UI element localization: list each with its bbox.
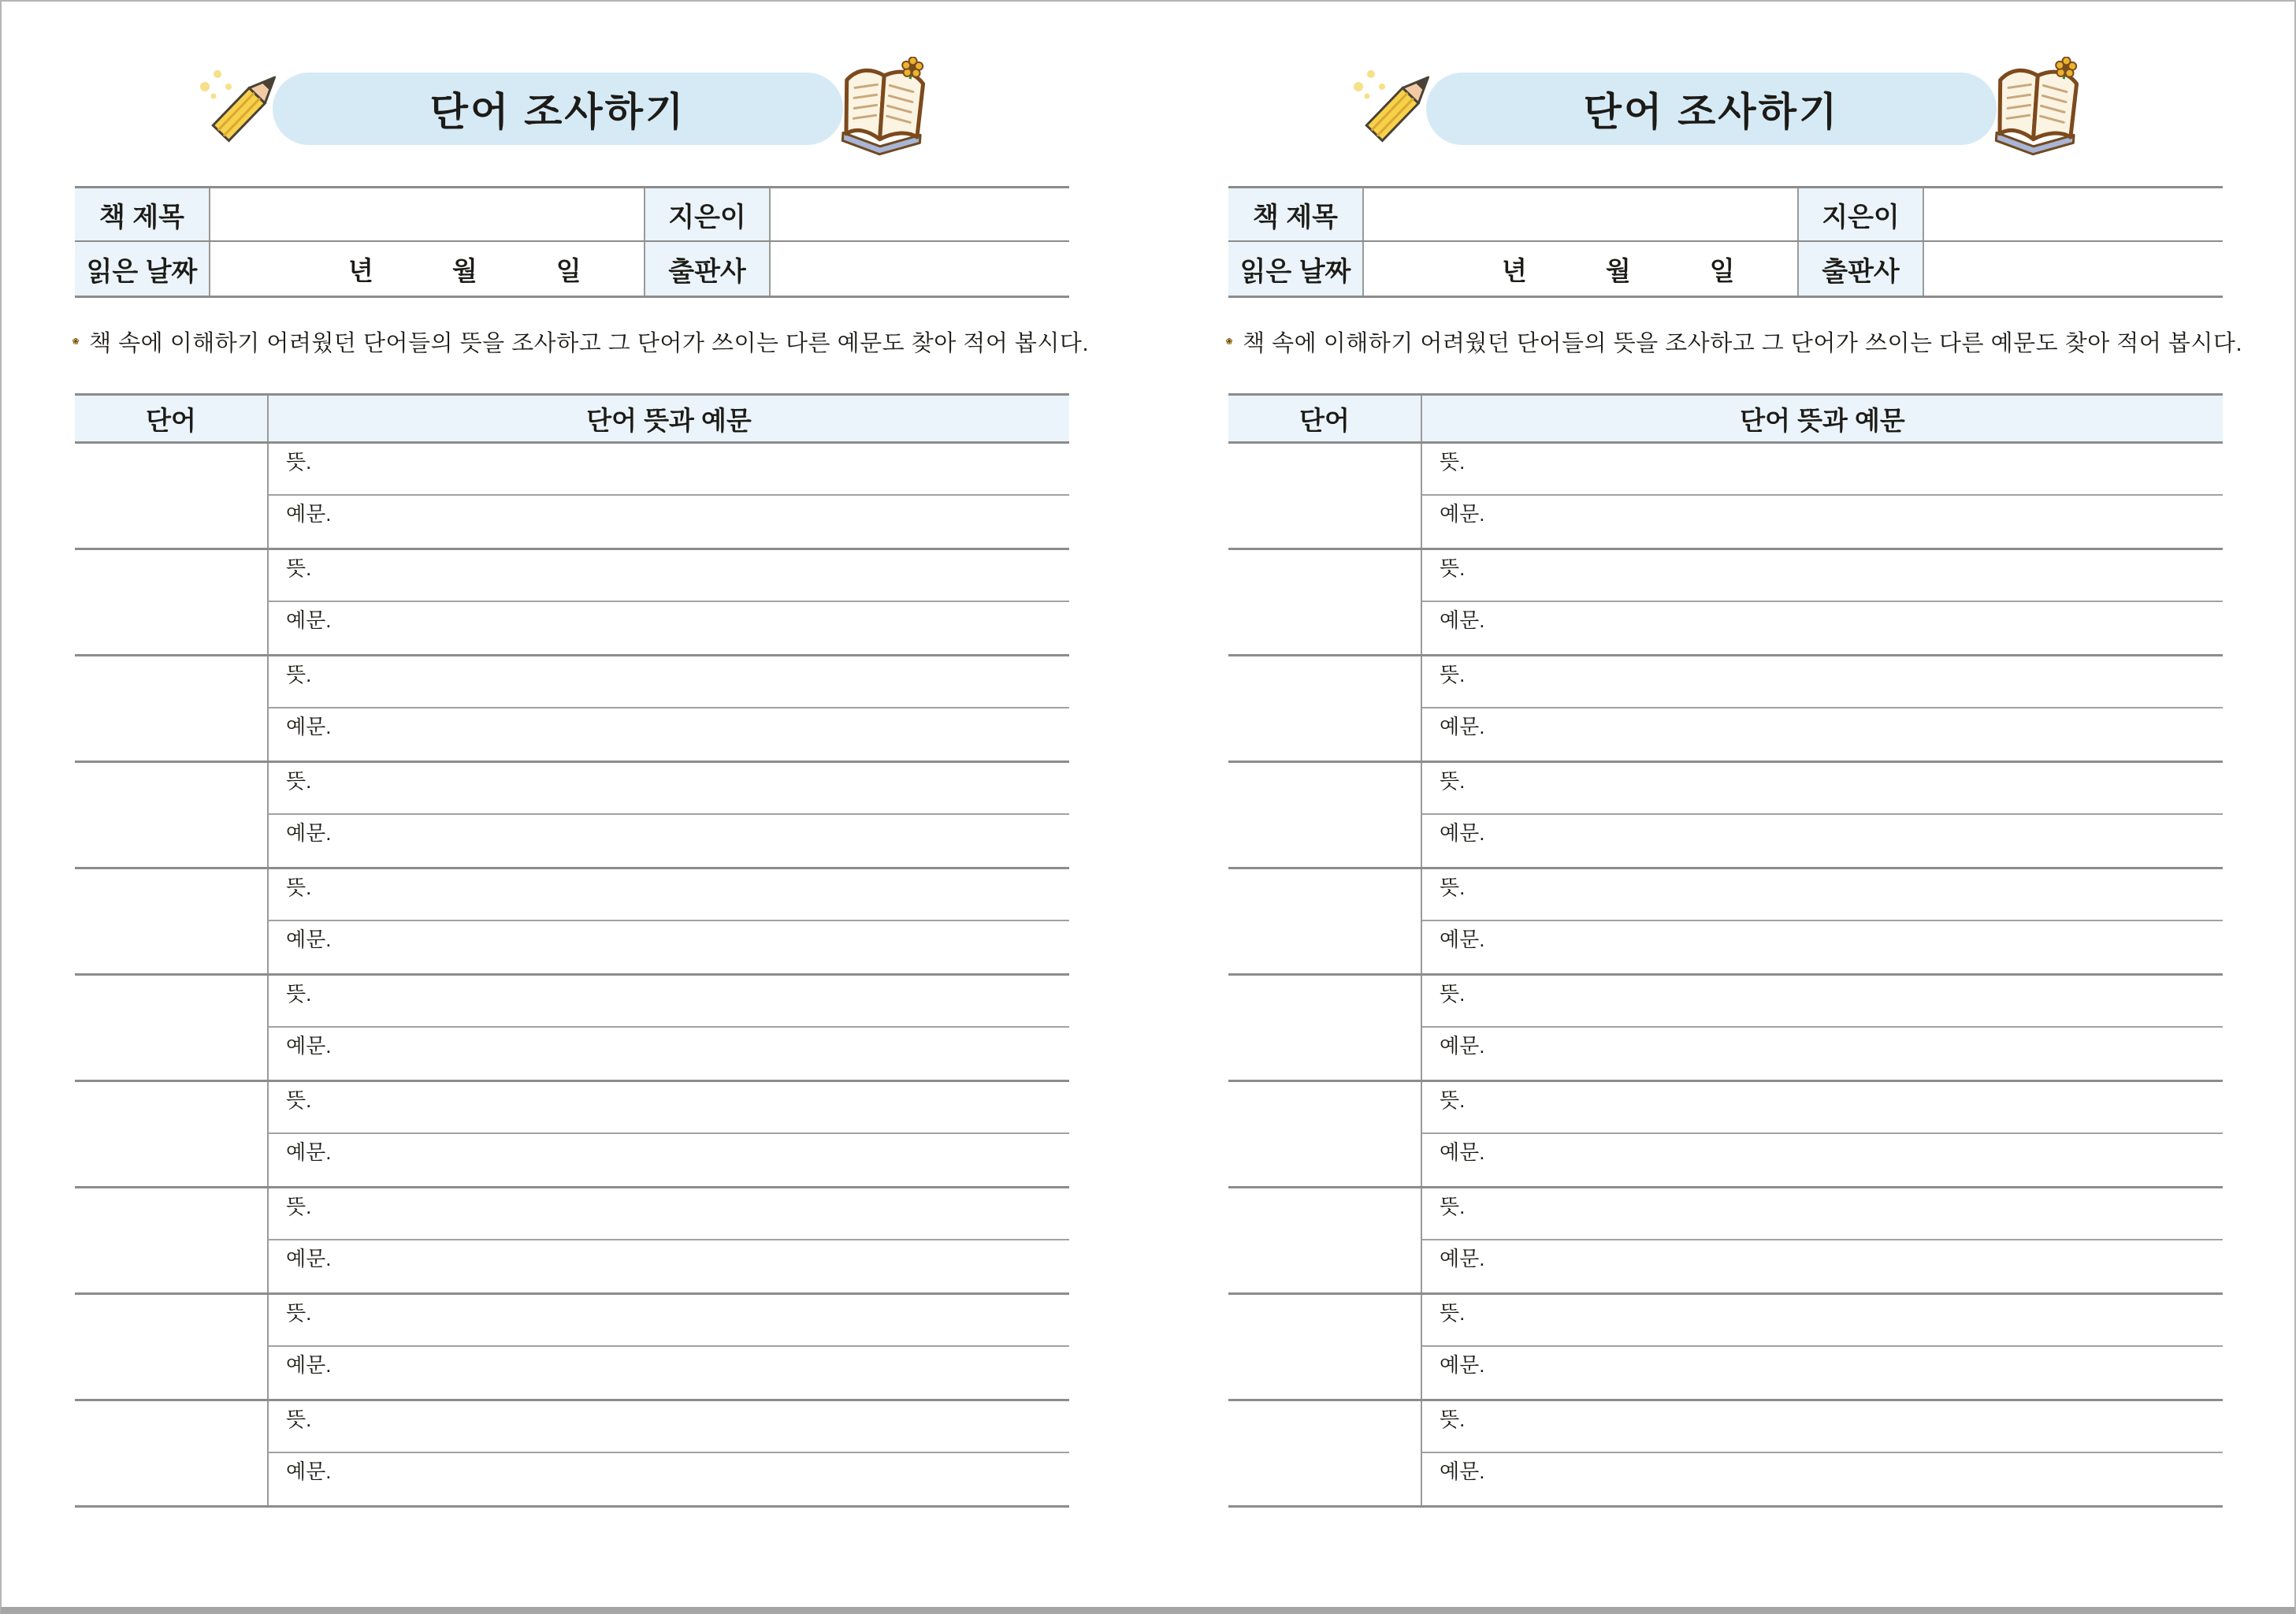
example-cell[interactable]: [1422, 708, 2223, 761]
meaning-label: 뜻.: [1440, 982, 1466, 1006]
word-row: [75, 1401, 1069, 1508]
meaning-cell[interactable]: [269, 1082, 1069, 1134]
meaning-label: 뜻.: [1440, 1195, 1466, 1218]
word-cell[interactable]: [1228, 1401, 1422, 1505]
meaning-label: 뜻.: [286, 1301, 312, 1325]
example-cell[interactable]: [269, 602, 1069, 654]
example-cell[interactable]: [1422, 1453, 2223, 1505]
meaning-cell[interactable]: [1422, 1188, 2223, 1240]
word-table-header: [75, 393, 1069, 444]
word-cell[interactable]: [1228, 550, 1422, 654]
author-label: 지은이: [1799, 188, 1924, 240]
word-cell[interactable]: [75, 444, 269, 548]
example-cell[interactable]: [1422, 602, 2223, 654]
word-cell[interactable]: [75, 763, 269, 867]
example-cell[interactable]: [1422, 815, 2223, 867]
pencil-icon: [188, 63, 306, 169]
meaning-cell[interactable]: [269, 976, 1069, 1028]
word-cell[interactable]: [75, 976, 269, 1080]
example-label: 예문.: [286, 821, 332, 845]
book-info-table: [75, 186, 1069, 298]
worksheet-page: [1155, 2, 2296, 1601]
publisher-label: 출판사: [1799, 242, 1924, 296]
meaning-cell[interactable]: [269, 656, 1069, 708]
meaning-cell[interactable]: [269, 444, 1069, 496]
word-cell[interactable]: [1228, 976, 1422, 1080]
meaning-label: 뜻.: [286, 982, 312, 1006]
example-cell[interactable]: [1422, 1028, 2223, 1080]
example-cell[interactable]: [269, 1453, 1069, 1505]
instruction-text: 책 속에 이해하기 어려웠던 단어들의 뜻을 조사하고 그 단어가 쓰이는 다른 예문도 찾아 적어 봅시다.: [1243, 330, 2242, 356]
example-cell[interactable]: [269, 815, 1069, 867]
meaning-label: 뜻.: [286, 1195, 312, 1218]
word-row: [75, 763, 1069, 869]
book-title-field[interactable]: [1364, 188, 1799, 240]
word-cell[interactable]: [1228, 1295, 1422, 1399]
meaning-label: 뜻.: [286, 556, 312, 580]
example-cell[interactable]: [1422, 1240, 2223, 1292]
example-label: 예문.: [1440, 928, 1485, 951]
word-row: [75, 1295, 1069, 1401]
example-cell[interactable]: [1422, 921, 2223, 973]
example-cell[interactable]: [269, 1347, 1069, 1399]
example-label: 예문.: [286, 928, 332, 951]
month-label: 월: [1605, 255, 1631, 285]
word-row: [1228, 1295, 2223, 1401]
instruction-row: [1226, 323, 2242, 359]
example-label: 예문.: [1440, 608, 1485, 632]
flower-icon: [1226, 323, 1232, 359]
example-label: 예문.: [1440, 715, 1485, 738]
meaning-cell[interactable]: [1422, 1401, 2223, 1453]
meaning-cell[interactable]: [1422, 656, 2223, 708]
meaning-label: 뜻.: [1440, 1088, 1466, 1112]
meaning-cell[interactable]: [1422, 1295, 2223, 1347]
word-cell[interactable]: [1228, 869, 1422, 973]
meaning-cell[interactable]: [1422, 976, 2223, 1028]
author-label: 지은이: [645, 188, 771, 240]
example-label: 예문.: [1440, 1140, 1485, 1164]
book-title-label: 책 제목: [75, 188, 210, 240]
word-row: [75, 976, 1069, 1082]
example-cell[interactable]: [1422, 1134, 2223, 1186]
flower-icon: [72, 323, 79, 359]
word-cell[interactable]: [75, 656, 269, 761]
meaning-cell[interactable]: [269, 1188, 1069, 1240]
day-label: 일: [1709, 255, 1735, 285]
author-field[interactable]: [1924, 188, 2223, 240]
word-row: [75, 1082, 1069, 1188]
example-label: 예문.: [1440, 1353, 1485, 1377]
example-label: 예문.: [286, 502, 332, 526]
info-row-title: [75, 188, 1069, 242]
word-row: [1228, 976, 2223, 1082]
meaning-label: 뜻.: [286, 769, 312, 793]
publisher-field[interactable]: [771, 242, 1069, 296]
meaning-cell[interactable]: [269, 550, 1069, 602]
word-row: [75, 550, 1069, 656]
meaning-label: 뜻.: [1440, 876, 1466, 899]
example-cell[interactable]: [269, 1028, 1069, 1080]
example-cell[interactable]: [269, 1240, 1069, 1292]
word-cell[interactable]: [1228, 1188, 1422, 1292]
example-label: 예문.: [1440, 1034, 1485, 1058]
month-label: 월: [451, 255, 477, 285]
meaning-cell[interactable]: [269, 763, 1069, 815]
word-row: [1228, 869, 2223, 976]
book-info-table: [1228, 186, 2223, 298]
word-cell[interactable]: [1228, 1082, 1422, 1186]
word-column-header: 단어: [1228, 396, 1422, 441]
pencil-icon: [1341, 63, 1459, 169]
word-row: [1228, 763, 2223, 869]
word-row: [1228, 1401, 2223, 1508]
word-row: [1228, 1188, 2223, 1295]
info-row-date: [75, 242, 1069, 296]
meaning-cell[interactable]: [1422, 1082, 2223, 1134]
example-cell[interactable]: [1422, 1347, 2223, 1399]
read-date-field[interactable]: [210, 242, 645, 296]
worksheet-page: [2, 2, 1150, 1601]
book-title-field[interactable]: [210, 188, 645, 240]
meaning-column-header: 단어 뜻과 예문: [586, 405, 752, 435]
meaning-label: 뜻.: [1440, 663, 1466, 686]
year-label: 년: [348, 255, 373, 285]
example-cell[interactable]: [1422, 496, 2223, 548]
example-cell[interactable]: [269, 496, 1069, 548]
meaning-cell[interactable]: [1422, 444, 2223, 496]
meaning-label: 뜻.: [286, 450, 312, 474]
meaning-label: 뜻.: [286, 1408, 312, 1431]
year-label: 년: [1502, 255, 1527, 285]
example-label: 예문.: [286, 1247, 332, 1270]
word-cell[interactable]: [1228, 444, 1422, 548]
meaning-label: 뜻.: [286, 663, 312, 686]
word-cell[interactable]: [75, 1082, 269, 1186]
example-label: 예문.: [286, 1034, 332, 1058]
open-book-icon: [829, 57, 939, 163]
meaning-cell[interactable]: [269, 869, 1069, 921]
word-cell[interactable]: [75, 1401, 269, 1505]
example-cell[interactable]: [269, 1134, 1069, 1186]
read-date-label: 읽은 날짜: [1228, 242, 1364, 296]
example-label: 예문.: [1440, 821, 1485, 845]
page-title: 단어 조사하기: [1583, 90, 1840, 134]
word-cell[interactable]: [1228, 656, 1422, 761]
meaning-label: 뜻.: [286, 876, 312, 899]
word-row: [75, 1188, 1069, 1295]
example-label: 예문.: [286, 1460, 332, 1483]
word-row: [75, 869, 1069, 976]
meaning-cell[interactable]: [1422, 869, 2223, 921]
read-date-label: 읽은 날짜: [75, 242, 210, 296]
word-table-header: [1228, 393, 2223, 444]
meaning-label: 뜻.: [1440, 1408, 1466, 1431]
example-label: 예문.: [1440, 1460, 1485, 1483]
meaning-label: 뜻.: [1440, 769, 1466, 793]
word-cell[interactable]: [75, 1295, 269, 1399]
example-label: 예문.: [286, 715, 332, 738]
example-label: 예문.: [1440, 502, 1485, 526]
word-row: [1228, 444, 2223, 550]
word-cell[interactable]: [75, 1188, 269, 1292]
word-cell[interactable]: [75, 550, 269, 654]
word-row: [1228, 1082, 2223, 1188]
meaning-cell[interactable]: [1422, 763, 2223, 815]
word-row: [75, 444, 1069, 550]
author-field[interactable]: [771, 188, 1069, 240]
book-title-label: 책 제목: [1228, 188, 1364, 240]
read-date-field[interactable]: [1364, 242, 1799, 296]
meaning-label: 뜻.: [286, 1088, 312, 1112]
example-label: 예문.: [1440, 1247, 1485, 1270]
title-banner: [1426, 73, 1997, 145]
meaning-label: 뜻.: [1440, 1301, 1466, 1325]
publisher-label: 출판사: [645, 242, 771, 296]
instruction-text: 책 속에 이해하기 어려웠던 단어들의 뜻을 조사하고 그 단어가 쓰이는 다른 예문도 찾아 적어 봅시다.: [89, 330, 1089, 356]
open-book-icon: [1982, 57, 2093, 163]
word-row: [75, 656, 1069, 763]
title-banner: [273, 73, 843, 145]
word-row: [1228, 656, 2223, 763]
word-cell[interactable]: [75, 869, 269, 973]
page-title: 단어 조사하기: [429, 90, 686, 134]
word-table: [75, 393, 1069, 1508]
example-cell[interactable]: [269, 921, 1069, 973]
example-label: 예문.: [286, 608, 332, 632]
info-row-date: [1228, 242, 2223, 296]
example-label: 예문.: [286, 1140, 332, 1164]
day-label: 일: [555, 255, 581, 285]
example-label: 예문.: [286, 1353, 332, 1377]
meaning-column-header: 단어 뜻과 예문: [1740, 405, 1905, 435]
publisher-field[interactable]: [1924, 242, 2223, 296]
meaning-label: 뜻.: [1440, 556, 1466, 580]
word-row: [1228, 550, 2223, 656]
meaning-label: 뜻.: [1440, 450, 1466, 474]
word-column-header: 단어: [75, 396, 269, 441]
example-cell[interactable]: [269, 708, 1069, 761]
word-cell[interactable]: [1228, 763, 1422, 867]
info-row-title: [1228, 188, 2223, 242]
meaning-cell[interactable]: [269, 1295, 1069, 1347]
instruction-row: [72, 323, 1089, 359]
word-table: [1228, 393, 2223, 1508]
meaning-cell[interactable]: [269, 1401, 1069, 1453]
meaning-cell[interactable]: [1422, 550, 2223, 602]
